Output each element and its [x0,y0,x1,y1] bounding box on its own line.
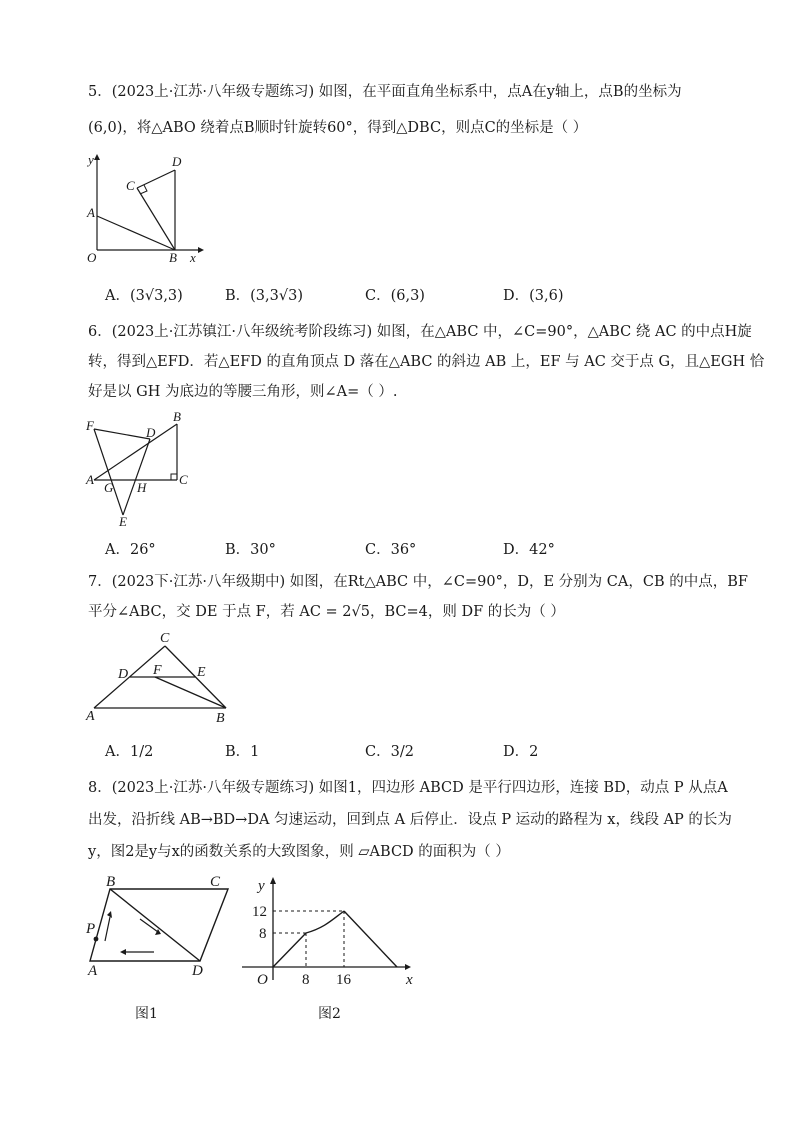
q7-option-a[interactable]: A．1/2 [105,744,154,760]
segment-cb [137,188,175,250]
q8-figure1-caption: 图1 [135,1006,158,1022]
graph-segment-1 [273,933,306,967]
label-d: D [192,963,203,979]
label-y: y [258,878,265,894]
x-axis-arrow-icon [405,964,411,970]
q5-line1: 5．(2023上·江苏·八年级专题练习) 如图，在平面直角坐标系中，点A在y轴上，点B的坐标为 [88,84,682,100]
label-f: F [153,663,162,678]
q8-line3: y，图2是y与x的函数关系的大致图象，则 ▱ABCD 的面积为（ ） [88,844,510,860]
label-a: A [86,472,94,487]
q8-line1: 8．(2023上·江苏·八年级专题练习) 如图1，四边形 ABCD 是平行四边形，连接 BD，动点 P 从点A [88,780,728,796]
label-a: A [87,205,95,220]
label-c: C [126,178,135,193]
tick-y-12: 12 [252,904,267,920]
q8-figure1 [82,875,242,980]
q5-option-b[interactable]: B．(3,3√3) [225,288,303,304]
label-g: G [104,480,114,495]
graph-segment-3 [344,911,397,967]
label-d: D [172,154,182,169]
q8-figure2 [240,870,420,990]
graph-curve-2 [306,911,344,933]
tick-x-16: 16 [336,972,351,988]
label-f: F [86,418,94,433]
q6-line2: 转，得到△EFD．若△EFD 的直角顶点 D 落在△ABC 的斜边 AB 上，EF 与 AC 交于点 G，且△EGH 恰 [88,354,765,370]
q8-figure2-caption: 图2 [318,1006,341,1022]
diagonal-bd [110,889,200,961]
segment-dc [137,170,175,188]
q5-line2: (6,0)，将△ABO 绕着点B顺时针旋转60°，得到△DBC，则点C的坐标是（ ） [88,120,588,136]
q7-option-d[interactable]: D．2 [503,744,539,760]
label-o: O [87,250,97,265]
label-b: B [106,874,116,890]
q5-option-d[interactable]: D．(3,6) [503,288,564,304]
q5-figure [80,152,210,272]
label-d: D [146,425,156,440]
y-axis-arrow-icon [94,154,100,160]
label-b: B [216,711,225,726]
label-e: E [197,665,206,680]
label-b: B [169,250,177,265]
tick-y-8: 8 [259,926,267,942]
parallelogram-abcd [90,889,228,961]
label-x: x [406,972,413,988]
arrow-ab-icon [105,917,110,941]
q6-option-a[interactable]: A．26° [105,542,156,558]
segment-de [123,439,150,515]
label-e: E [119,514,127,529]
q6-line1: 6．(2023上·江苏镇江·八年级统考阶段练习) 如图，在△ABC 中，∠C=90°，△ABC 绕 AC 的中点H旋 [88,324,752,340]
q6-option-b[interactable]: B．30° [225,542,276,558]
q6-figure [82,410,192,530]
q6-option-d[interactable]: D．42° [503,542,555,558]
q5-option-a[interactable]: A．(3√3,3) [105,288,183,304]
q5-option-c[interactable]: C．(6,3) [365,288,425,304]
q7-line1: 7．(2023下·江苏·八年级期中) 如图，在Rt△ABC 中，∠C=90°，D，E 分别为 CA，CB 的中点，BF [88,574,748,590]
segment-ab [97,216,175,250]
tick-x-8: 8 [302,972,310,988]
x-axis-arrow-icon [198,247,204,253]
segment-fe [94,429,123,515]
right-angle-mark [171,474,177,480]
label-y: y [88,152,94,167]
label-a: A [86,709,95,724]
label-c: C [210,874,221,890]
label-c: C [179,472,188,487]
label-c: C [160,631,170,646]
label-b: B [173,409,181,424]
label-p: P [86,921,96,937]
segment-ab [94,424,177,480]
q7-option-b[interactable]: B．1 [225,744,260,760]
q7-option-c[interactable]: C．3/2 [365,744,414,760]
segment-bf [155,677,226,708]
arrow-da-head-icon [120,949,126,955]
q6-option-c[interactable]: C．36° [365,542,417,558]
label-o: O [257,972,268,988]
label-a: A [88,963,98,979]
q6-line3: 好是以 GH 为底边的等腰三角形，则∠A=（ ）. [88,384,398,400]
q8-line2: 出发，沿折线 AB→BD→DA 匀速运动，回到点 A 后停止．设点 P 运动的路程为 x，线段 AP 的长为 [88,812,732,828]
y-axis-arrow-icon [270,877,276,884]
label-h: H [137,480,147,495]
point-p [94,937,99,942]
segment-fd [94,429,150,439]
label-x: x [190,250,196,265]
q7-line2: 平分∠ABC，交 DE 于点 F，若 AC = 2√5，BC=4，则 DF 的长为（ ） [88,604,565,620]
label-d: D [118,667,129,682]
q7-figure [82,628,242,728]
